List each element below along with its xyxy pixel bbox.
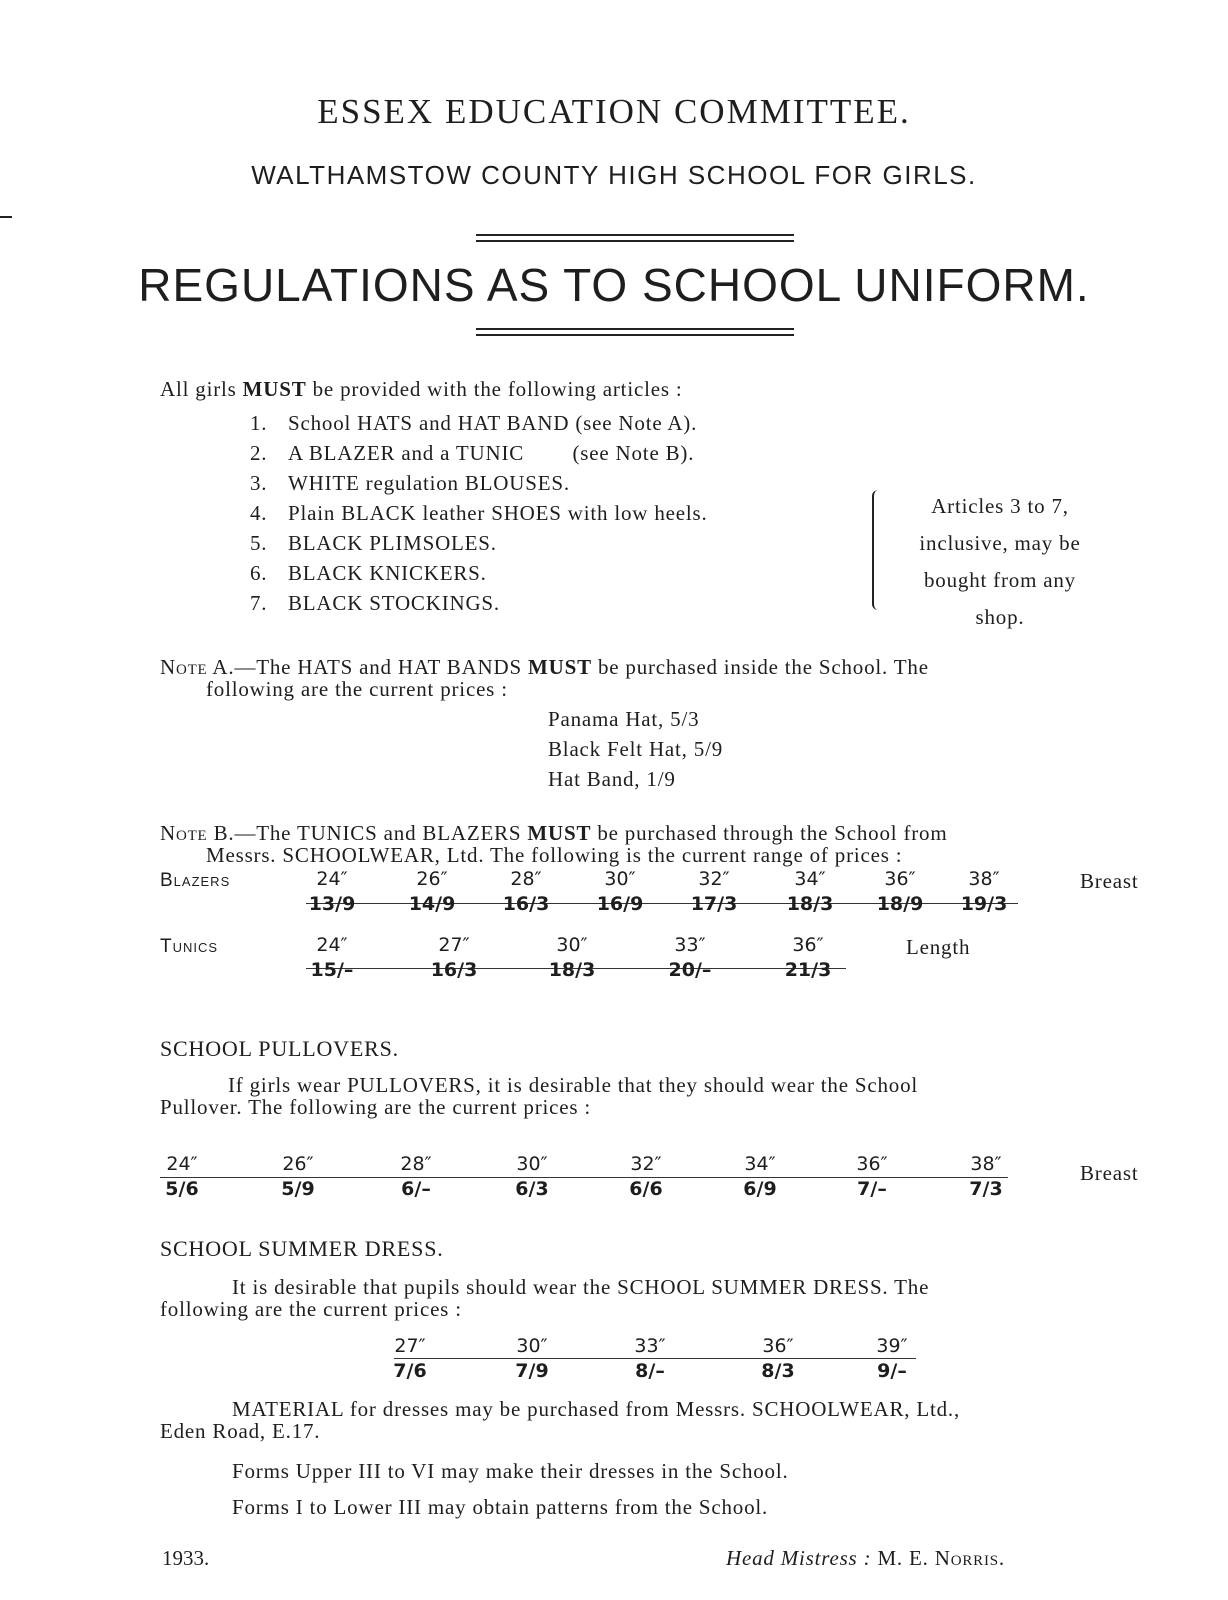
blazer-size-price [868,866,932,916]
summer-dress-heading: SCHOOL SUMMER DRESS. [160,1236,444,1261]
list-item: 2. A BLAZER and a TUNIC (see Note B). [250,441,695,465]
list-item: 6. BLACK KNICKERS. [250,561,487,585]
tunic-size: 36″ [792,934,824,956]
title-rule-bottom [476,328,794,336]
blazer-size: 24″ [316,868,348,890]
blazer-price: 18/3 [786,893,834,915]
blazer-size: 36″ [884,868,916,890]
committee-heading: ESSEX EDUCATION COMMITTEE. [317,92,911,131]
pullover-size: 28″ [400,1153,432,1175]
pullovers-unit: Breast [1080,1161,1139,1185]
dress-size-price [378,1333,442,1383]
articles-note: Articles 3 to 7, inclusive, may be bought from any shop. [919,494,1081,629]
blazer-price: 18/9 [876,893,924,915]
blazers-unit: Breast [1080,869,1139,893]
head-mistress-signature: Head Mistress : M. E. Norris. [726,1546,1005,1570]
pullover-price: 6/6 [629,1178,663,1200]
tunic-size: 24″ [316,934,348,956]
dress-price: 8/3 [761,1360,795,1382]
intro-line [160,374,682,404]
dress-price: 7/6 [393,1360,427,1382]
intro-post: be provided with the following articles : [306,377,683,401]
tunic-size: 30″ [556,934,588,956]
pullover-size: 32″ [630,1153,662,1175]
pullover-size: 34″ [744,1153,776,1175]
dress-size: 39″ [876,1335,908,1357]
tunic-price: 21/3 [784,959,832,981]
tunic-size-price [658,932,722,982]
tunic-price: 16/3 [430,959,478,981]
blazer-size: 32″ [698,868,730,890]
blazer-size-price [300,866,364,916]
intro-must: MUST [242,377,307,401]
dress-size: 36″ [762,1335,794,1357]
dress-price: 8/– [635,1360,665,1382]
margin-mark [0,216,12,218]
list-item: 3. WHITE regulation BLOUSES. [250,471,570,495]
note-a-line2: following are the current prices : [206,677,508,701]
note-a-line1: Note A.—The HATS and HAT BANDS MUST be purchased inside the School. The [160,655,929,679]
tunic-size-price [776,932,840,982]
pullover-size-price [266,1151,330,1201]
blazer-size: 34″ [794,868,826,890]
dress-size: 30″ [516,1335,548,1357]
pullover-size: 26″ [282,1153,314,1175]
tunic-price: 18/3 [548,959,596,981]
tunics-label: Tunics [160,936,219,957]
blazer-price: 16/9 [596,893,644,915]
tunic-size-price [540,932,604,982]
tunic-price: 15/– [310,959,354,981]
dress-price: 7/9 [515,1360,549,1382]
list-item: Panama Hat, 5/3 [548,707,700,731]
hat-price-list [548,704,723,794]
pullover-price: 7/3 [969,1178,1003,1200]
note-b-line2: Messrs. SCHOOLWEAR, Ltd. The following is the current range of prices : [206,843,903,867]
dress-size-price [860,1333,924,1383]
forms-lower-line: Forms I to Lower III may obtain patterns from the School. [232,1495,769,1519]
articles-list [250,408,708,618]
pullover-price: 5/9 [281,1178,315,1200]
list-item: 7. BLACK STOCKINGS. [250,591,500,615]
document-year: 1933. [162,1546,210,1570]
dress-size: 33″ [634,1335,666,1357]
pullover-size-price [384,1151,448,1201]
pullover-size: 24″ [166,1153,198,1175]
pullover-price: 6/9 [743,1178,777,1200]
blazer-price: 13/9 [308,893,356,915]
blazer-price: 17/3 [690,893,738,915]
tunic-size-price [300,932,364,982]
list-item: 4. Plain BLACK leather SHOES with low heels. [250,501,708,525]
dress-price: 9/– [877,1360,907,1382]
dress-size: 27″ [394,1335,426,1357]
blazer-size-price [778,866,842,916]
summer-dress-line2: following are the current prices : [160,1297,462,1321]
blazer-size: 30″ [604,868,636,890]
pullover-size-price [150,1151,214,1201]
blazer-size: 38″ [968,868,1000,890]
tunic-size: 27″ [438,934,470,956]
list-item: Hat Band, 1/9 [548,767,676,791]
pullovers-line1: If girls wear PULLOVERS, it is desirable that they should wear the School [228,1073,919,1097]
forms-upper-line: Forms Upper III to VI may make their dresses in the School. [232,1459,789,1483]
note-a-label: Note A. [160,655,235,679]
pullover-size-price [614,1151,678,1201]
blazer-size-price [952,866,1016,916]
pullovers-line2: Pullover. The following are the current prices : [160,1095,592,1119]
note-b-line1: Note B.—The TUNICS and BLAZERS MUST be purchased through the School from [160,821,948,845]
material-line2: Eden Road, E.17. [160,1419,321,1443]
tunic-size-price [422,932,486,982]
pullover-size-price [840,1151,904,1201]
note-b-label: Note B. [160,821,235,845]
material-line1: MATERIAL for dresses may be purchased from Messrs. SCHOOLWEAR, Ltd., [232,1397,961,1421]
pullovers-heading: SCHOOL PULLOVERS. [160,1036,399,1061]
blazer-size-price [400,866,464,916]
intro-pre: All girls [160,377,243,401]
list-item: 1. School HATS and HAT BAND (see Note A). [250,411,698,435]
list-item: Black Felt Hat, 5/9 [548,737,724,761]
pullover-size: 36″ [856,1153,888,1175]
pullover-size-price [728,1151,792,1201]
brace-mark [872,490,888,610]
title-rule-top [476,234,794,242]
blazer-size-price [588,866,652,916]
blazer-size: 26″ [416,868,448,890]
blazer-size-price [494,866,558,916]
tunic-size: 33″ [674,934,706,956]
dress-size-price [500,1333,564,1383]
pullover-price: 6/– [401,1178,431,1200]
pullover-size: 38″ [970,1153,1002,1175]
pullover-price: 7/– [857,1178,887,1200]
blazers-label: Blazers [160,870,231,891]
pullover-price: 6/3 [515,1178,549,1200]
pullover-price: 5/6 [165,1178,199,1200]
dress-size-price [746,1333,810,1383]
blazer-price: 14/9 [408,893,456,915]
pullover-size-price [500,1151,564,1201]
pullover-size: 30″ [516,1153,548,1175]
blazer-price: 16/3 [502,893,550,915]
pullover-size-price [954,1151,1018,1201]
tunics-unit: Length [906,935,971,959]
page-title: REGULATIONS AS TO SCHOOL UNIFORM. [138,259,1090,311]
school-heading: WALTHAMSTOW COUNTY HIGH SCHOOL FOR GIRLS. [251,160,977,190]
summer-dress-line1: It is desirable that pupils should wear the SCHOOL SUMMER DRESS. The [232,1275,930,1299]
blazer-size-price [682,866,746,916]
blazer-price: 19/3 [960,893,1008,915]
dress-size-price [618,1333,682,1383]
list-item: 5. BLACK PLIMSOLES. [250,531,497,555]
blazer-size: 28″ [510,868,542,890]
tunic-price: 20/– [668,959,712,981]
